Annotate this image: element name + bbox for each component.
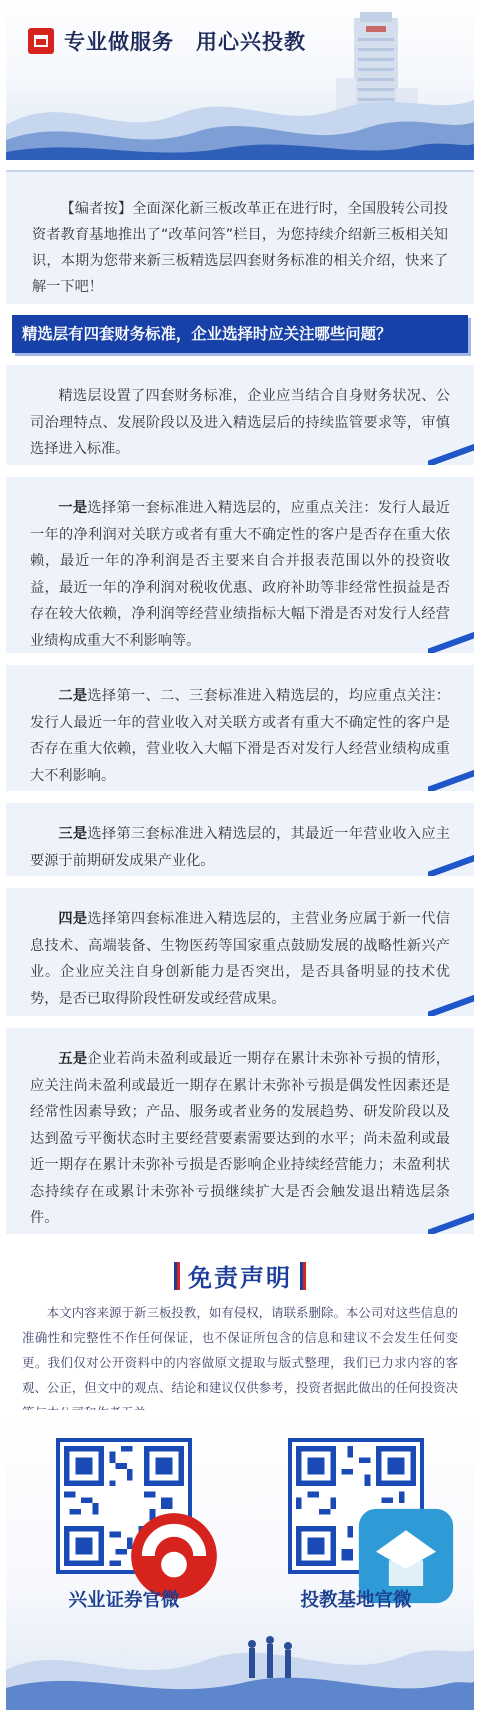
editor-note-text: 【编者按】全面深化新三板改革正在进行时，全国股转公司投资者教育基地推出了“改革问答”栏目，为您持续介绍新三板相关知识，本期为您带来新三板精选层四套财务标准的相关介绍，快来了解一下吧！ <box>32 201 448 295</box>
qr-code-investor-education[interactable] <box>288 1438 424 1574</box>
company-logo-icon <box>28 28 54 54</box>
footer-wave-decoration <box>6 1600 474 1710</box>
qr-label-xingye: 兴业证券官微 <box>68 1590 180 1611</box>
footer-qr-section <box>6 1410 474 1710</box>
content-card-point-2 <box>6 665 474 791</box>
banner-slogan: 专业做服务 用心兴投教 <box>64 30 306 54</box>
content-card-point-5 <box>6 1028 474 1234</box>
content-card-point-3 <box>6 803 474 876</box>
question-title-bar <box>12 315 468 353</box>
content-card-overview <box>6 365 474 465</box>
content-card-point-1 <box>6 477 474 653</box>
editor-note <box>6 170 474 304</box>
xingye-logo-icon <box>110 1492 138 1520</box>
heading-bar-left-icon <box>174 1262 180 1290</box>
qr-code-xingye[interactable] <box>56 1438 192 1574</box>
point-lead: 二是 <box>58 688 88 704</box>
header-banner <box>6 0 474 160</box>
disclaimer-text: 本文内容来源于新三板投教，如有侵权，请联系删除。本公司对这些信息的准确性和完整性不作任何保证，也不保证所包含的信息和建议不会发生任何变更。我们仅对公开资料中的内容做原文提取与版式整理，我们已力求内容的客观、公正，但文中的观点、结论和建议仅供参考，投资者据此做出的任何投资决 <box>22 1305 458 1395</box>
qr-label-investor-education: 投教基地官微 <box>300 1590 412 1611</box>
point-lead: 五是 <box>58 1051 88 1067</box>
content-card-point-4 <box>6 888 474 1016</box>
card-paragraph: 三是选择第三套标准进入精选层的，其最近一年营业收入应主要源于前期研发成果产业化。 <box>30 826 450 869</box>
card-paragraph: 一是选择第一套标准进入精选层的，应重点关注：发行人最近一年的净利润对关联方或者有重大不确定性的客户是否存在重大依赖，最近一年的净利润是否主要来自合并报表范围以外的投资收益，最近一年的净利润对税收优惠、政府补助等非经常性损益是否存在较大依赖，净利润等经营业绩指标大幅下滑是否对发行人经营业绩构成重大不利影响等。 <box>30 500 450 649</box>
disclaimer-title: 免责声明 <box>188 1263 292 1292</box>
card-paragraph: 四是选择第四套标准进入精选层的，主营业务应属于新一代信息技术、高端装备、生物医药等国家重点鼓励发展的战略性新兴产业。企业应关注自身创新能力是否突出，是否具备明显的技术优势，是否已取得阶段性研发或经营成果。 <box>30 911 450 1007</box>
point-lead: 三是 <box>58 826 88 842</box>
question-title: 精选层有四套财务标准，企业选择时应关注哪些问题？ <box>22 325 392 343</box>
heading-bar-right-icon <box>300 1262 306 1290</box>
point-lead: 四是 <box>58 911 88 927</box>
card-paragraph: 五是企业若尚未盈利或最近一期存在累计未弥补亏损的情形，应关注尚未盈利或最近一期存在累计未弥补亏损是偶发性因素还是经常性因素导致；产品、服务或者业务的发展趋势、研发阶段以及达到盈亏平衡状态时主要经营要素需要达到的水平；尚未盈利或最近一期存在累计未弥补亏损是否影响企业持续经营能力；未盈利状态持续存在或累计未弥补亏损继续扩大是否会触发退出精选层条件。 <box>30 1051 450 1226</box>
card-paragraph: 二是选择第一、二、三套标准进入精选层的，均应重点关注：发行人最近一年的营业收入对关联方或者有重大不确定性的客户是否存在重大依赖，营业收入大幅下滑是否对发行人经营业绩构成重大不利影响。 <box>30 688 450 784</box>
investor-education-base-icon <box>342 1492 370 1520</box>
disclaimer-heading <box>0 1258 480 1293</box>
banner-wave-decoration <box>6 70 474 160</box>
point-lead: 一是 <box>58 500 88 516</box>
card-paragraph: 精选层设置了四套财务标准，企业应当结合自身财务状况、公司治理特点、发展阶段以及进入精选层后的持续监管要求等，审慎选择进入标准。 <box>30 388 450 457</box>
